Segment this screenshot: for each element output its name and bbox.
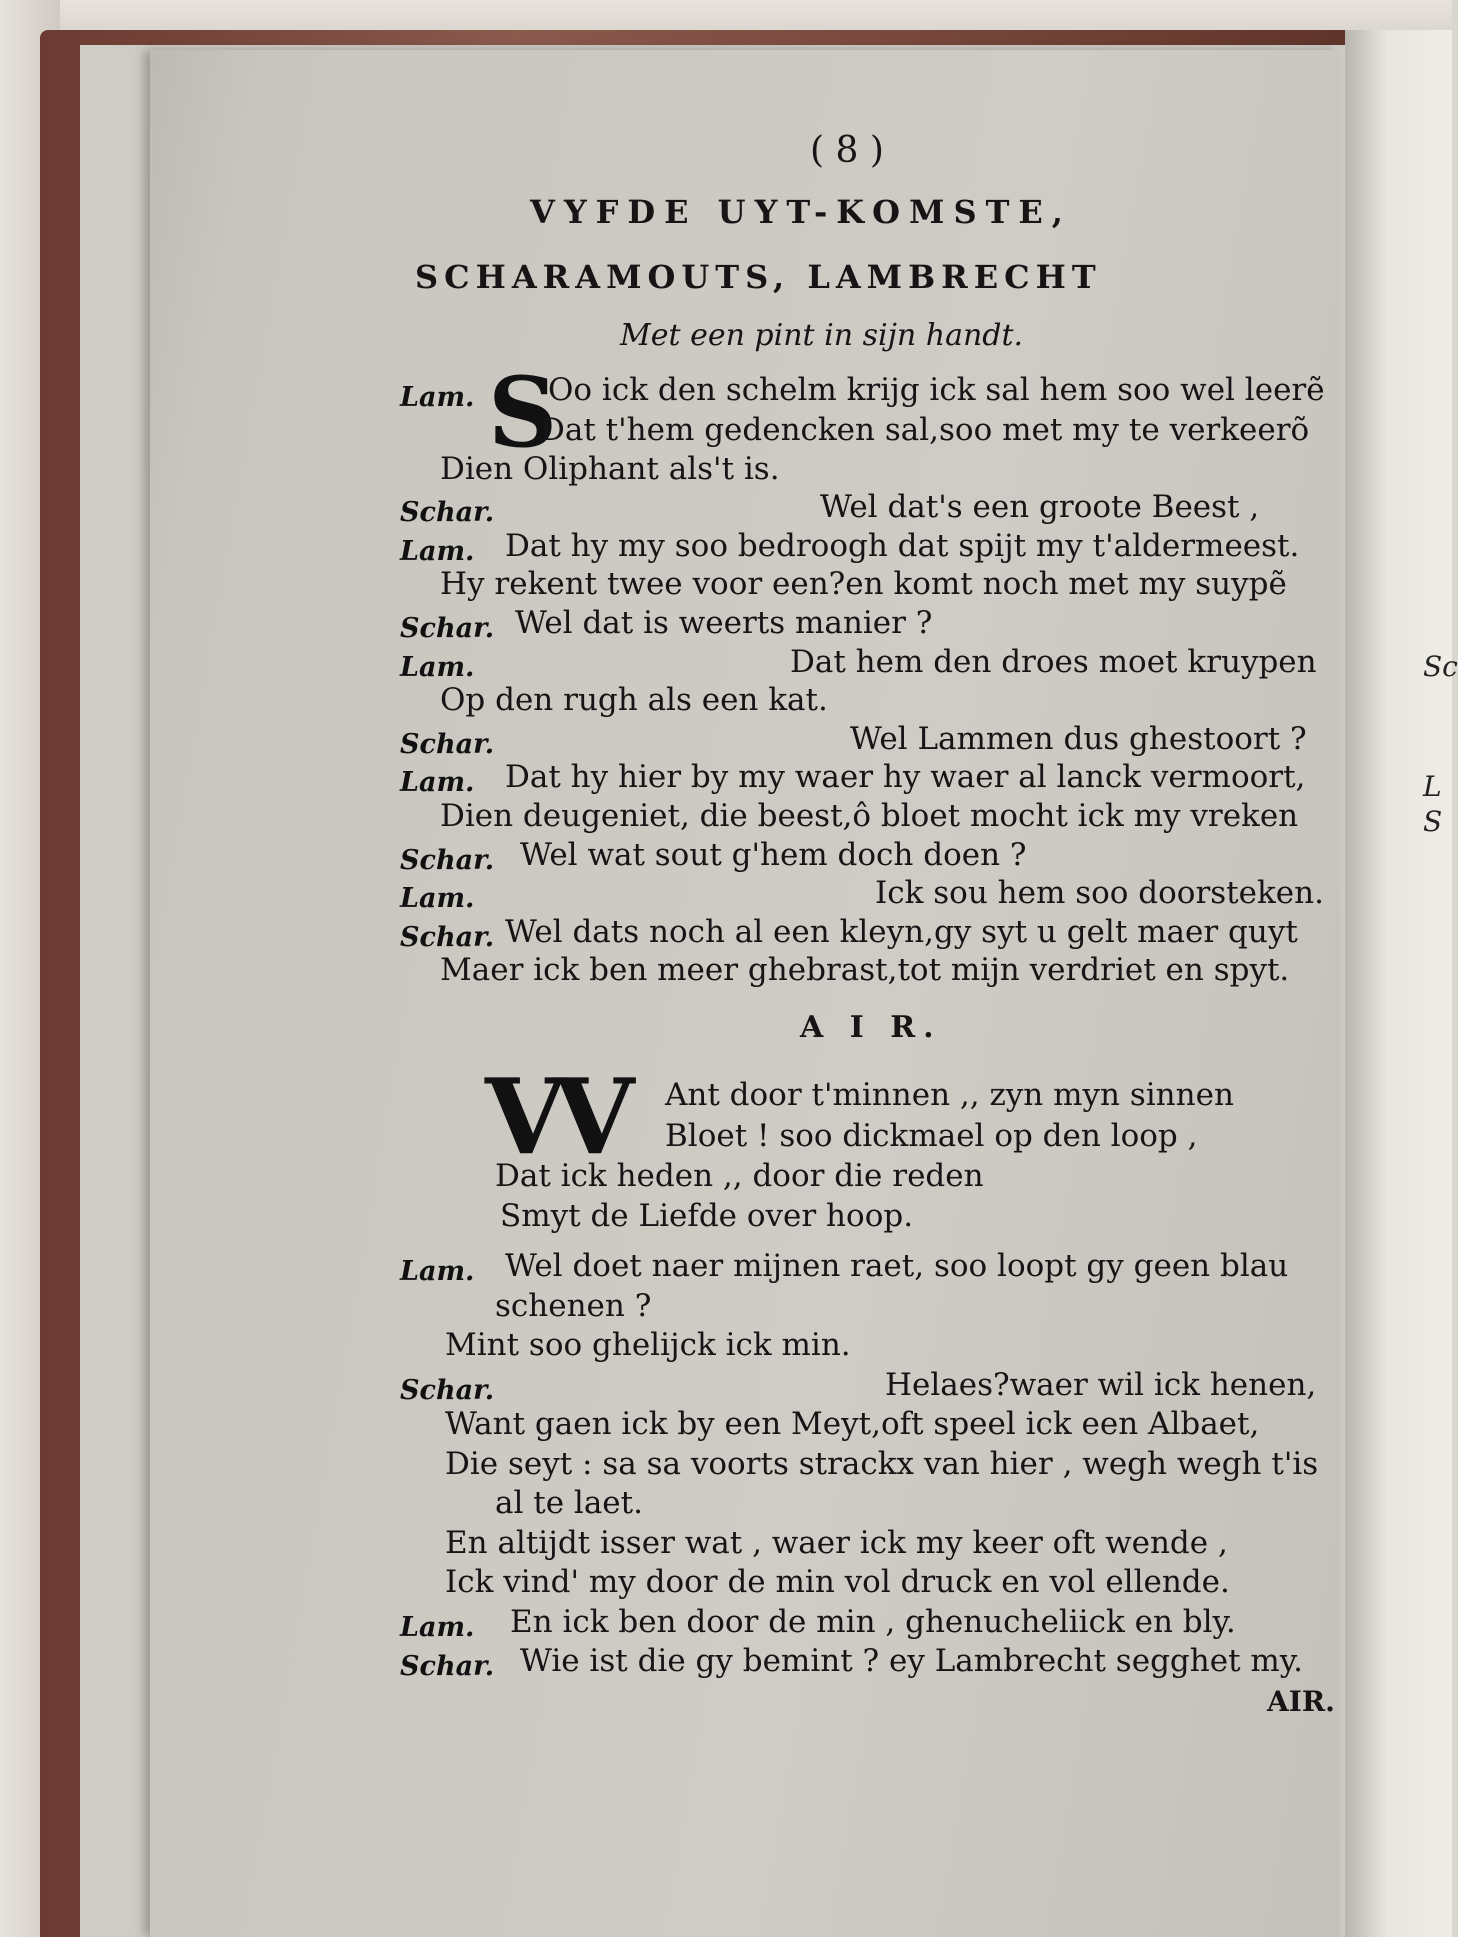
dialogue-text: Dien deugeniet, die beest,ô bloet mocht ick my vreken <box>440 798 1299 834</box>
dialogue-text: Wie ist die gy bemint ? ey Lambrecht segghet my. <box>520 1643 1304 1679</box>
air-heading: A I R. <box>800 1010 942 1045</box>
speaker-label: Lam. <box>400 767 475 799</box>
dialogue-text: schenen ? <box>495 1287 652 1324</box>
dialogue-text: En ick ben door de min , ghenucheliick en bly. <box>510 1603 1236 1640</box>
dialogue-text: Dat hy my soo bedroogh dat spijt my t'aldermeest. <box>505 527 1300 564</box>
catchword: AIR. <box>1267 1685 1335 1718</box>
speaker-label: Lam. <box>400 535 475 567</box>
speaker-label: Schar. <box>400 728 495 760</box>
dialogue-line <box>400 378 474 414</box>
dialogue-text: Wel dats noch al een kleyn,gy syt u gelt maer quyt <box>505 913 1298 950</box>
dialogue-text: Wel Lammen dus ghestoort ? <box>850 720 1307 757</box>
dialogue-text: Op den rugh als een kat. <box>440 682 828 719</box>
dialogue-text: Ick vind' my door de min vol druck en vol ellende. <box>445 1564 1230 1600</box>
facing-page-edge <box>1345 30 1458 1937</box>
dialogue-text: En altijdt isser wat , waer ick my keer oft wende , <box>445 1524 1228 1561</box>
dialogue-text: Maer ick ben meer ghebrast,tot mijn verdriet en spyt. <box>440 952 1290 989</box>
page-number: ( 8 ) <box>810 130 884 171</box>
speaker-label: Schar. <box>400 1374 495 1406</box>
dialogue-text: Helaes?waer wil ick henen, <box>885 1366 1317 1403</box>
dialogue-text: Oo ick den schelm krijg ick sal hem soo wel leerẽ <box>548 372 1325 408</box>
speaker-label: Schar. <box>400 921 495 953</box>
song-line: Dat ick heden ,, door die reden <box>495 1158 984 1194</box>
facing-page-fragment: Sc <box>1423 650 1458 683</box>
dialogue-text: al te laet. <box>495 1485 643 1521</box>
dialogue-text: Ick sou hem soo doorsteken. <box>875 875 1324 912</box>
dialogue-text: Dien Oliphant als't is. <box>440 450 780 487</box>
dialogue-text: Dat t'hem gedencken sal,soo met my te verkeerõ <box>540 412 1310 448</box>
scene-heading: VYFDE UYT-KOMSTE, <box>530 193 1072 231</box>
speaker-label: Lam. <box>400 883 475 915</box>
dialogue-text: Wel dat's een groote Beest , <box>820 489 1260 526</box>
song-line: Smyt de Liefde over hoop. <box>500 1198 914 1234</box>
speaker-label: Lam. <box>400 1256 475 1287</box>
dialogue-text: Want gaen ick by een Meyt,oft speel ick een Albaet, <box>445 1406 1260 1442</box>
speaker-label: Lam. <box>400 651 475 683</box>
speaker-label: Lam. <box>400 1611 475 1643</box>
dialogue-text: Dat hem den droes moet kruypen <box>790 643 1317 680</box>
speaker-label: Schar. <box>400 613 495 644</box>
song-line: Bloet ! soo dickmael op den loop , <box>665 1118 1198 1154</box>
dialogue-text: Wel doet naer mijnen raet, soo loopt gy geen blau <box>505 1248 1289 1284</box>
facing-page-fragment: S <box>1423 805 1443 838</box>
dialogue-text: Mint soo ghelijck ick min. <box>445 1327 851 1363</box>
song-line: Ant door t'minnen ,, zyn myn sinnen <box>665 1077 1234 1113</box>
drop-capital: S <box>488 356 558 469</box>
facing-page-fragment: L <box>1423 770 1442 803</box>
speaker-label: Schar. <box>400 1651 495 1682</box>
dialogue-text: Dat hy hier by my waer hy waer al lanck vermoort, <box>505 759 1306 796</box>
dialogue-text: Wel dat is weerts manier ? <box>515 605 933 641</box>
dialogue-text: Die seyt : sa sa voorts strackx van hier , wegh wegh t'is <box>445 1445 1319 1482</box>
dialogue-text: Wel wat sout g'hem doch doen ? <box>520 836 1027 873</box>
song-drop-capital: VV <box>485 1055 623 1178</box>
speaker-label: Schar. <box>400 844 495 876</box>
speaker-label: Lam. <box>400 382 475 413</box>
speakers-heading: SCHARAMOUTS, LAMBRECHT <box>415 258 1102 296</box>
dialogue-text: Hy rekent twee voor een?en komt noch met my suypẽ <box>440 566 1287 603</box>
speaker-label: Schar. <box>400 497 495 529</box>
stage-direction: Met een pint in sijn handt. <box>620 318 1024 353</box>
